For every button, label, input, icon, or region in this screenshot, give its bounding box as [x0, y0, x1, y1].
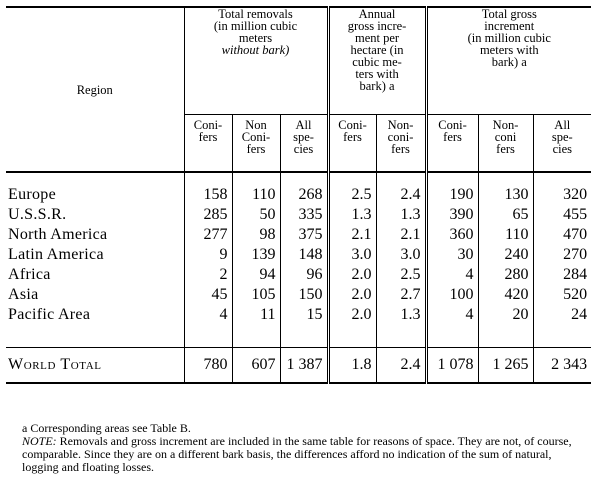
- subheader-conifers-increment: Coni- fers: [328, 115, 376, 173]
- subheader-nonconifers-increment: Non- coni- fers: [376, 115, 426, 173]
- table-cell: 50: [232, 205, 280, 225]
- table-cell: 130: [478, 185, 533, 205]
- table-cell: 45: [184, 285, 232, 305]
- subheader-conifers-removals: Coni- fers: [184, 115, 232, 173]
- table-cell: 277: [184, 225, 232, 245]
- table-cell: 150: [280, 285, 328, 305]
- total-cell: 607: [232, 348, 280, 384]
- table-cell: 2.7: [376, 285, 426, 305]
- region-name: North America: [8, 226, 108, 243]
- total-cell: 1.8: [328, 348, 376, 384]
- table-cell: 2.0: [328, 265, 376, 285]
- table-cell: 520: [533, 285, 591, 305]
- note-text: Removals and gross increment are included in the same table for reasons of space. They are not, of course, comparable. Since they are on a different bark basis, the differences afford no indication of the sum of natural, logging and floating losses.: [22, 434, 572, 474]
- total-cell: 780: [184, 348, 232, 384]
- table-cell: 2.5: [328, 185, 376, 205]
- table-row: [6, 285, 591, 305]
- table-cell: 158: [184, 185, 232, 205]
- table-notes: [6, 422, 591, 474]
- table-cell: 470: [533, 225, 591, 245]
- increment-per-hectare-group-header: Annual gross incre- ment per hectare (in cubic me- ters with bark) a: [328, 7, 426, 115]
- table-cell: 268: [280, 185, 328, 205]
- table-cell: 30: [426, 245, 478, 265]
- table-cell: 390: [426, 205, 478, 225]
- table-row: [6, 265, 591, 285]
- total-gross-group-header: Total gross increment (in million cubic meters with bark) a: [426, 7, 591, 115]
- table-cell: 96: [280, 265, 328, 285]
- subheader-all-species-gross: All spe- cies: [533, 115, 591, 173]
- subheader-nonconifers-removals: Non Coni- fers: [232, 115, 280, 173]
- table-cell: 110: [232, 185, 280, 205]
- table-row: [6, 225, 591, 245]
- subheader-conifers-gross: Coni- fers: [426, 115, 478, 173]
- table-cell: 24: [533, 305, 591, 325]
- table-cell: 270: [533, 245, 591, 265]
- table-cell: 420: [478, 285, 533, 305]
- forest-table: [6, 6, 591, 384]
- table-cell: 320: [533, 185, 591, 205]
- world-total-label: World Total: [6, 348, 184, 384]
- table-row: [6, 205, 591, 225]
- note-paragraph: [6, 435, 591, 474]
- table-cell: 1.3: [376, 205, 426, 225]
- region-name: Europe: [8, 186, 57, 203]
- table-cell: 94: [232, 265, 280, 285]
- table-cell: 2.0: [328, 305, 376, 325]
- table-cell: 190: [426, 185, 478, 205]
- table-cell: 4: [426, 265, 478, 285]
- table-cell: 110: [478, 225, 533, 245]
- removals-group-header: Total removals (in million cubic meters without bark): [184, 7, 328, 115]
- table-cell: 65: [478, 205, 533, 225]
- table-row: [6, 245, 591, 265]
- table-cell: 2.0: [328, 285, 376, 305]
- region-header: Region: [6, 7, 184, 172]
- table-cell: 2.5: [376, 265, 426, 285]
- table-cell: 98: [232, 225, 280, 245]
- region-name: Africa: [8, 266, 51, 283]
- table-cell: 284: [533, 265, 591, 285]
- table-cell: 2.1: [328, 225, 376, 245]
- footnote-a: a Corresponding areas see Table B.: [22, 421, 191, 435]
- table-cell: 1.3: [328, 205, 376, 225]
- world-total-row: [6, 348, 591, 384]
- table-cell: 2: [184, 265, 232, 285]
- table-cell: 20: [478, 305, 533, 325]
- region-name: Latin America: [8, 246, 104, 263]
- region-name: U.S.S.R.: [8, 206, 67, 223]
- table-cell: 11: [232, 305, 280, 325]
- table-cell: 9: [184, 245, 232, 265]
- total-cell: 1 265: [478, 348, 533, 384]
- total-cell: 1 078: [426, 348, 478, 384]
- table-cell: 139: [232, 245, 280, 265]
- subheader-all-species-removals: All spe- cies: [280, 115, 328, 173]
- table-cell: 15: [280, 305, 328, 325]
- table-cell: 3.0: [376, 245, 426, 265]
- total-cell: 1 387: [280, 348, 328, 384]
- note-label: NOTE:: [22, 434, 57, 448]
- table-row: [6, 305, 591, 325]
- table-cell: 2.1: [376, 225, 426, 245]
- table-cell: 2.4: [376, 185, 426, 205]
- table-cell: 455: [533, 205, 591, 225]
- table-cell: 105: [232, 285, 280, 305]
- table-cell: 148: [280, 245, 328, 265]
- table-cell: 375: [280, 225, 328, 245]
- table-cell: 4: [184, 305, 232, 325]
- table-cell: 100: [426, 285, 478, 305]
- region-name: Pacific Area: [8, 306, 91, 323]
- table-cell: 280: [478, 265, 533, 285]
- table-cell: 1.3: [376, 305, 426, 325]
- table-cell: 360: [426, 225, 478, 245]
- table-cell: 4: [426, 305, 478, 325]
- table-cell: 335: [280, 205, 328, 225]
- total-cell: 2.4: [376, 348, 426, 384]
- table-cell: 285: [184, 205, 232, 225]
- table-row: [6, 185, 591, 205]
- subheader-nonconifers-gross: Non- coni fers: [478, 115, 533, 173]
- table-cell: 3.0: [328, 245, 376, 265]
- table-cell: 240: [478, 245, 533, 265]
- region-name: Asia: [8, 286, 39, 303]
- total-cell: 2 343: [533, 348, 591, 384]
